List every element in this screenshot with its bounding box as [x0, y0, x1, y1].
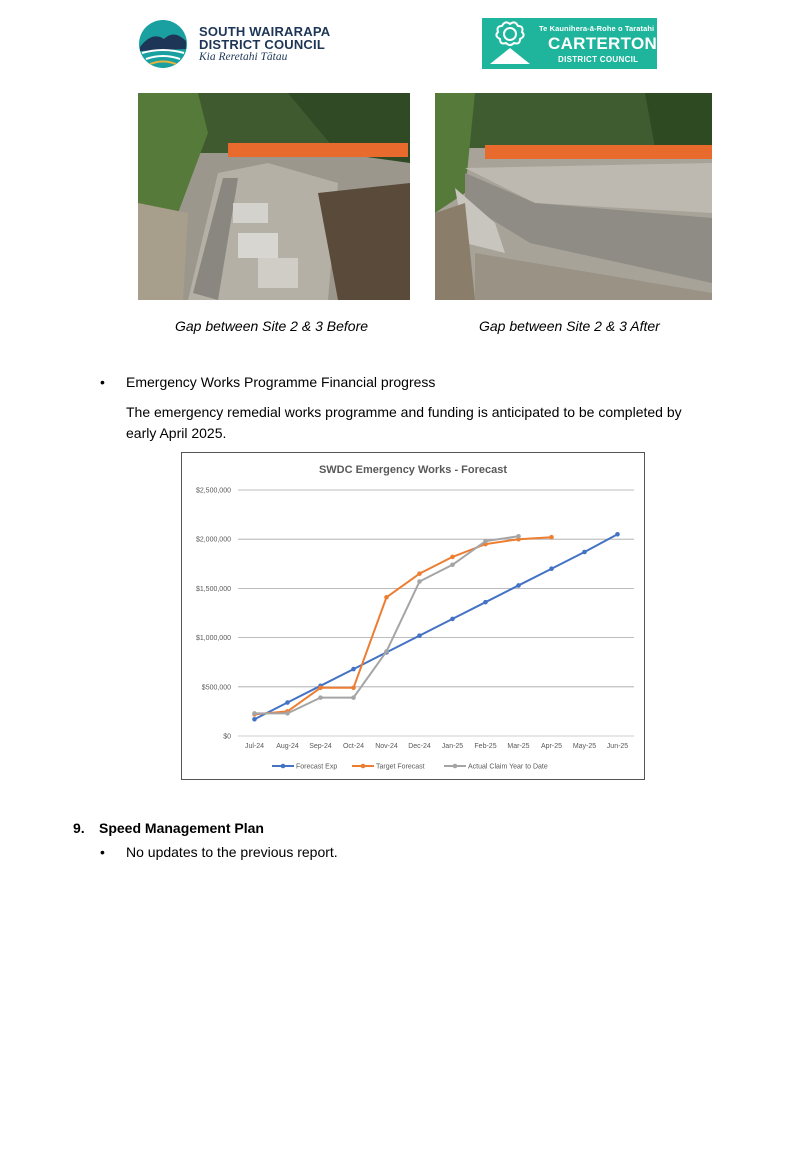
data-point	[582, 550, 587, 555]
data-point	[483, 539, 488, 544]
legend-marker	[361, 764, 366, 769]
x-tick-label: Jan-25	[441, 743, 464, 750]
chart-title: SWDC Emergency Works - Forecast	[318, 464, 508, 476]
carterton-maori-name: Te Kaunihera-ā-Rohe o Taratahi	[539, 24, 655, 33]
data-point	[351, 685, 356, 690]
data-point	[450, 617, 455, 622]
data-point	[417, 571, 422, 576]
bullet-marker: •	[100, 374, 105, 390]
data-point	[549, 535, 554, 540]
data-point	[252, 711, 257, 716]
photo-before-caption: Gap between Site 2 & 3 Before	[175, 318, 369, 334]
photo-after	[435, 93, 712, 300]
x-tick-label: Mar-25	[507, 743, 530, 750]
photo-after-caption: Gap between Site 2 & 3 After	[479, 318, 660, 334]
data-point	[417, 579, 422, 584]
financial-paragraph-line2: early April 2025.	[126, 425, 227, 441]
section-9-number: 9.	[73, 820, 85, 836]
data-point	[318, 695, 323, 700]
swdc-name-line1: SOUTH WAIRARAPA	[199, 24, 331, 39]
carterton-subtitle: DISTRICT COUNCIL	[558, 55, 639, 64]
data-point	[483, 600, 488, 605]
x-tick-label: Oct-24	[342, 743, 365, 750]
y-tick-label: $1,500,000	[195, 585, 231, 593]
data-point	[351, 695, 356, 700]
x-tick-label: Aug-24	[276, 743, 299, 750]
x-tick-label: Jul-24	[244, 743, 265, 750]
x-tick-label: Dec-24	[408, 743, 431, 750]
y-tick-label: $0	[223, 733, 231, 741]
carterton-logo	[482, 18, 657, 69]
data-point	[384, 649, 389, 654]
data-point	[549, 566, 554, 571]
data-point	[285, 711, 290, 716]
data-point	[351, 667, 356, 672]
data-point	[615, 532, 620, 537]
series-line	[255, 537, 552, 714]
data-point	[252, 717, 257, 722]
section-9-title: Speed Management Plan	[99, 820, 264, 836]
x-tick-label: May-25	[572, 743, 597, 750]
series-line	[255, 534, 618, 719]
y-tick-label: $500,000	[201, 684, 231, 692]
y-tick-label: $2,000,000	[195, 536, 231, 544]
bullet-marker: •	[100, 844, 105, 860]
swdc-emblem-icon	[138, 19, 190, 69]
x-tick-label: Nov-24	[375, 743, 398, 750]
data-point	[450, 562, 455, 567]
financial-paragraph-line1: The emergency remedial works programme and funding is anticipated to be completed by	[126, 404, 682, 420]
x-tick-label: Sep-24	[309, 743, 332, 750]
data-point	[285, 700, 290, 705]
data-point	[318, 685, 323, 690]
photo-before	[138, 93, 410, 300]
legend-label: Target Forecast	[376, 763, 425, 771]
swdc-name-line2: DISTRICT COUNCIL	[199, 37, 325, 52]
data-point	[384, 595, 389, 600]
data-point	[516, 583, 521, 588]
x-tick-label: Jun-25	[606, 743, 629, 750]
forecast-chart	[181, 452, 645, 780]
legend-marker	[281, 764, 286, 769]
carterton-name: CARTERTON	[548, 34, 658, 53]
financial-progress-bullet: Emergency Works Programme Financial progress	[126, 374, 436, 390]
x-tick-label: Apr-25	[540, 743, 563, 750]
daffodil-icon	[482, 18, 538, 69]
section-9-bullet: No updates to the previous report.	[126, 844, 338, 860]
legend-label: Forecast Exp	[296, 763, 338, 771]
x-tick-label: Feb-25	[474, 743, 497, 750]
y-tick-label: $1,000,000	[195, 635, 231, 643]
legend-marker	[453, 764, 458, 769]
legend-label: Actual Claim Year to Date	[468, 763, 548, 771]
data-point	[417, 633, 422, 638]
swdc-tagline: Kia Reretahi Tātau	[199, 51, 288, 63]
data-point	[450, 555, 455, 560]
swdc-logo	[138, 19, 338, 69]
data-point	[516, 534, 521, 539]
y-tick-label: $2,500,000	[195, 487, 231, 495]
